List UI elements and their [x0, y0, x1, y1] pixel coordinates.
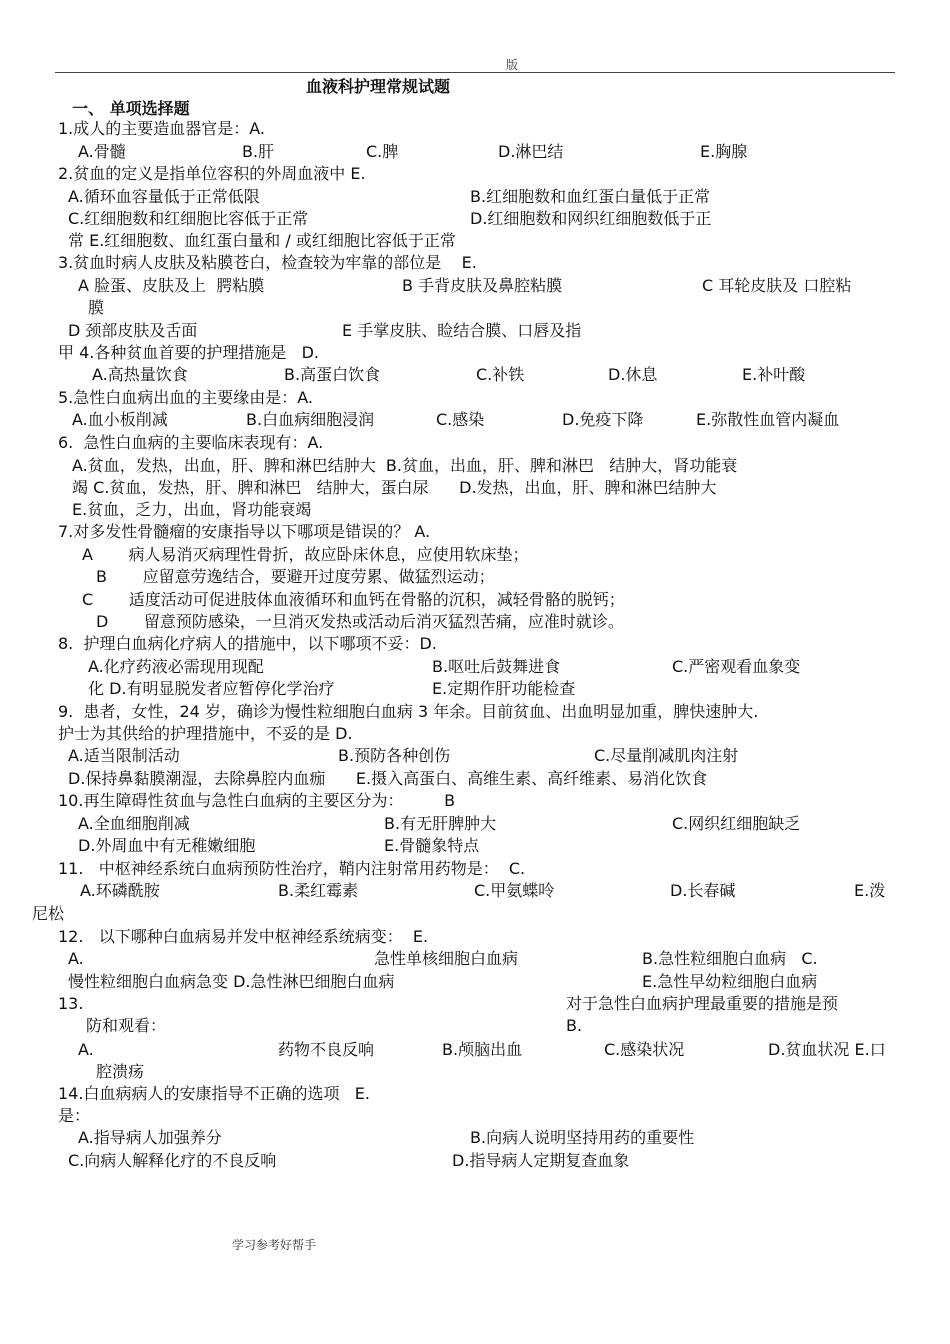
text-line: B.肝	[242, 142, 275, 161]
text-line: B.红细胞数和血红蛋白量低于正常	[470, 187, 711, 206]
text-line: 尼松	[32, 904, 65, 923]
text-line: E.贫血，乏力，出血，肾功能衰竭	[72, 500, 312, 519]
text-line: E.急性早幼粒细胞白血病	[642, 972, 818, 991]
text-line: 7.对多发性骨髓瘤的安康指导以下哪项是错误的？ A.	[58, 522, 431, 541]
text-line: 膜	[88, 298, 105, 317]
text-line: D.淋巴结	[498, 142, 564, 161]
text-line: 12. 以下哪种白血病易并发中枢神经系统病变： E.	[58, 927, 429, 946]
text-line: E.胸腺	[700, 142, 748, 161]
text-line: 药物不良反响	[278, 1040, 375, 1059]
text-line: A.适当限制活动	[68, 746, 180, 765]
text-line: C 适度活动可促进肢体血液循环和血钙在骨骼的沉积，减轻骨骼的脱钙；	[82, 590, 625, 609]
text-line: 2.贫血的定义是指单位容积的外周血液中 E.	[58, 164, 366, 183]
text-line: A.	[68, 949, 84, 968]
text-line: A.贫血，发热，出血，肝、脾和淋巴结肿大 B.贫血，出血，肝、脾和淋巴 结肿大，肾功能衰	[72, 456, 738, 475]
text-line: E.骨髓象特点	[384, 836, 480, 855]
text-line: B.预防各种创伤	[338, 746, 451, 765]
text-line: D 留意预防感染，一旦消灭发热或活动后消灭猛烈苦痛，应准时就诊。	[96, 612, 624, 631]
text-line: B.向病人说明坚持用药的重要性	[470, 1128, 695, 1147]
text-line: B.白血病细胞浸润	[246, 410, 375, 429]
text-line: 5.急性白血病出血的主要缘由是：A.	[58, 388, 314, 407]
text-line: 对于急性白血病护理最重要的措施是预	[566, 994, 839, 1013]
text-line: 慢性粒细胞白血病急变 D.急性淋巴细胞白血病	[68, 972, 395, 991]
text-line: E.补叶酸	[742, 365, 806, 384]
text-line: C.补铁	[476, 365, 525, 384]
text-line: D.指导病人定期复查血象	[452, 1151, 630, 1170]
text-line: 甲 4.各种贫血首要的护理措施是 D.	[58, 343, 320, 362]
text-line: D.免疫下降	[562, 410, 644, 429]
text-line: A.化疗药液必需现用现配	[88, 657, 264, 676]
text-line: D 颈部皮肤及舌面	[68, 321, 198, 340]
text-line: C.脾	[366, 142, 399, 161]
text-line: 1.成人的主要造血器官是：A.	[58, 119, 266, 138]
text-line: B 应留意劳逸结合，要避开过度劳累、做猛烈运动；	[96, 567, 495, 586]
page-footer: 学习参考好帮手	[232, 1238, 317, 1252]
page-title: 血液科护理常规试题	[306, 77, 451, 96]
text-line: E.定期作肝功能检查	[432, 679, 576, 698]
text-line: 6. 急性白血病的主要临床表现有：A.	[58, 433, 324, 452]
page-header: 版	[506, 58, 519, 72]
text-line: 化 D.有明显脱发者应暂停化学治疗	[88, 679, 335, 698]
text-line: A.血小板削减	[72, 410, 168, 429]
text-line: 是：	[58, 1106, 91, 1125]
text-line: B.	[566, 1016, 583, 1035]
text-line: C.严密观看血象变	[672, 657, 801, 676]
text-line: E 手掌皮肤、睑结合膜、口唇及指	[342, 321, 582, 340]
text-line: E.弥散性血管内凝血	[696, 410, 840, 429]
text-line: C.感染状况	[604, 1040, 685, 1059]
text-line: A.环磷酰胺	[80, 881, 160, 900]
text-line: 14.白血病病人的安康指导不正确的选项 E.	[58, 1084, 370, 1103]
text-line: D.外周血中有无稚嫩细胞	[78, 836, 256, 855]
text-line: B.高蛋白饮食	[284, 365, 381, 384]
text-line: 10.再生障碍性贫血与急性白血病的主要区分为： B	[58, 791, 456, 810]
text-line: 11. 中枢神经系统白血病预防性治疗，鞘内注射常用药物是： C.	[58, 859, 526, 878]
text-line: A 脸蛋、皮肤及上 腭粘膜	[78, 276, 265, 295]
text-line: A.骨髓	[78, 142, 126, 161]
header-rule	[55, 72, 895, 73]
text-line: 常 E.红细胞数、血红蛋白量和 / 或红细胞比容低于正常	[68, 231, 456, 250]
text-line: 9. 患者，女性，24 岁，确诊为慢性粒细胞白血病 3 年余。目前贫血、出血明显加重，脾快速肿大.	[58, 702, 759, 721]
text-line: D.贫血状况 E.口	[768, 1040, 886, 1059]
text-line: C 耳轮皮肤及 口腔粘	[702, 276, 852, 295]
text-line: D.保持鼻黏膜潮湿，去除鼻腔内血痂 E.摄入高蛋白、高维生素、高纤维素、易消化饮食	[68, 769, 708, 788]
text-line: B.急性粒细胞白血病 C.	[642, 949, 818, 968]
text-line: 防和观看：	[86, 1016, 167, 1035]
text-line: 急性单核细胞白血病	[374, 949, 519, 968]
section-heading: 一、 单项选择题	[72, 99, 190, 118]
text-line: B.呕吐后鼓舞进食	[432, 657, 561, 676]
text-line: B.颅脑出血	[442, 1040, 523, 1059]
text-line: A.高热量饮食	[92, 365, 188, 384]
text-line: B.有无肝脾肿大	[384, 814, 497, 833]
text-line: D.红细胞数和网织红细胞数低于正	[470, 209, 712, 228]
text-line: 竭 C.贫血，发热，肝、脾和淋巴 结肿大，蛋白尿 D.发热，出血，肝、脾和淋巴结肿大	[72, 478, 717, 497]
text-line: 3.贫血时病人皮肤及粘膜苍白，检查较为牢靠的部位是 E.	[58, 253, 477, 272]
text-line: C.红细胞数和红细胞比容低于正常	[68, 209, 309, 228]
text-line: C.甲氨蝶呤	[474, 881, 555, 900]
text-line: 8. 护理白血病化疗病人的措施中，以下哪项不妥：D.	[58, 634, 437, 653]
text-line: C.尽量削减肌肉注射	[594, 746, 739, 765]
text-line: C.向病人解释化疗的不良反响	[68, 1151, 277, 1170]
text-line: A.全血细胞削减	[78, 814, 190, 833]
text-line: E.泼	[854, 881, 886, 900]
text-line: A.	[78, 1040, 94, 1059]
text-line: 腔溃疡	[96, 1062, 145, 1081]
text-line: 13.	[58, 994, 84, 1013]
text-line: A.循环血容量低于正常低限	[68, 187, 260, 206]
text-line: 护士为其供给的护理措施中，不妥的是 D.	[58, 724, 353, 743]
text-line: B.柔红霉素	[278, 881, 359, 900]
text-line: C.感染	[436, 410, 485, 429]
text-line: B 手背皮肤及鼻腔粘膜	[402, 276, 563, 295]
text-line: A.指导病人加强养分	[78, 1128, 222, 1147]
text-line: A 病人易消灭病理性骨折，故应卧床休息，应使用软床垫；	[82, 545, 529, 564]
text-line: D.长春碱	[670, 881, 736, 900]
text-line: C.网织红细胞缺乏	[672, 814, 801, 833]
text-line: D.休息	[608, 365, 658, 384]
